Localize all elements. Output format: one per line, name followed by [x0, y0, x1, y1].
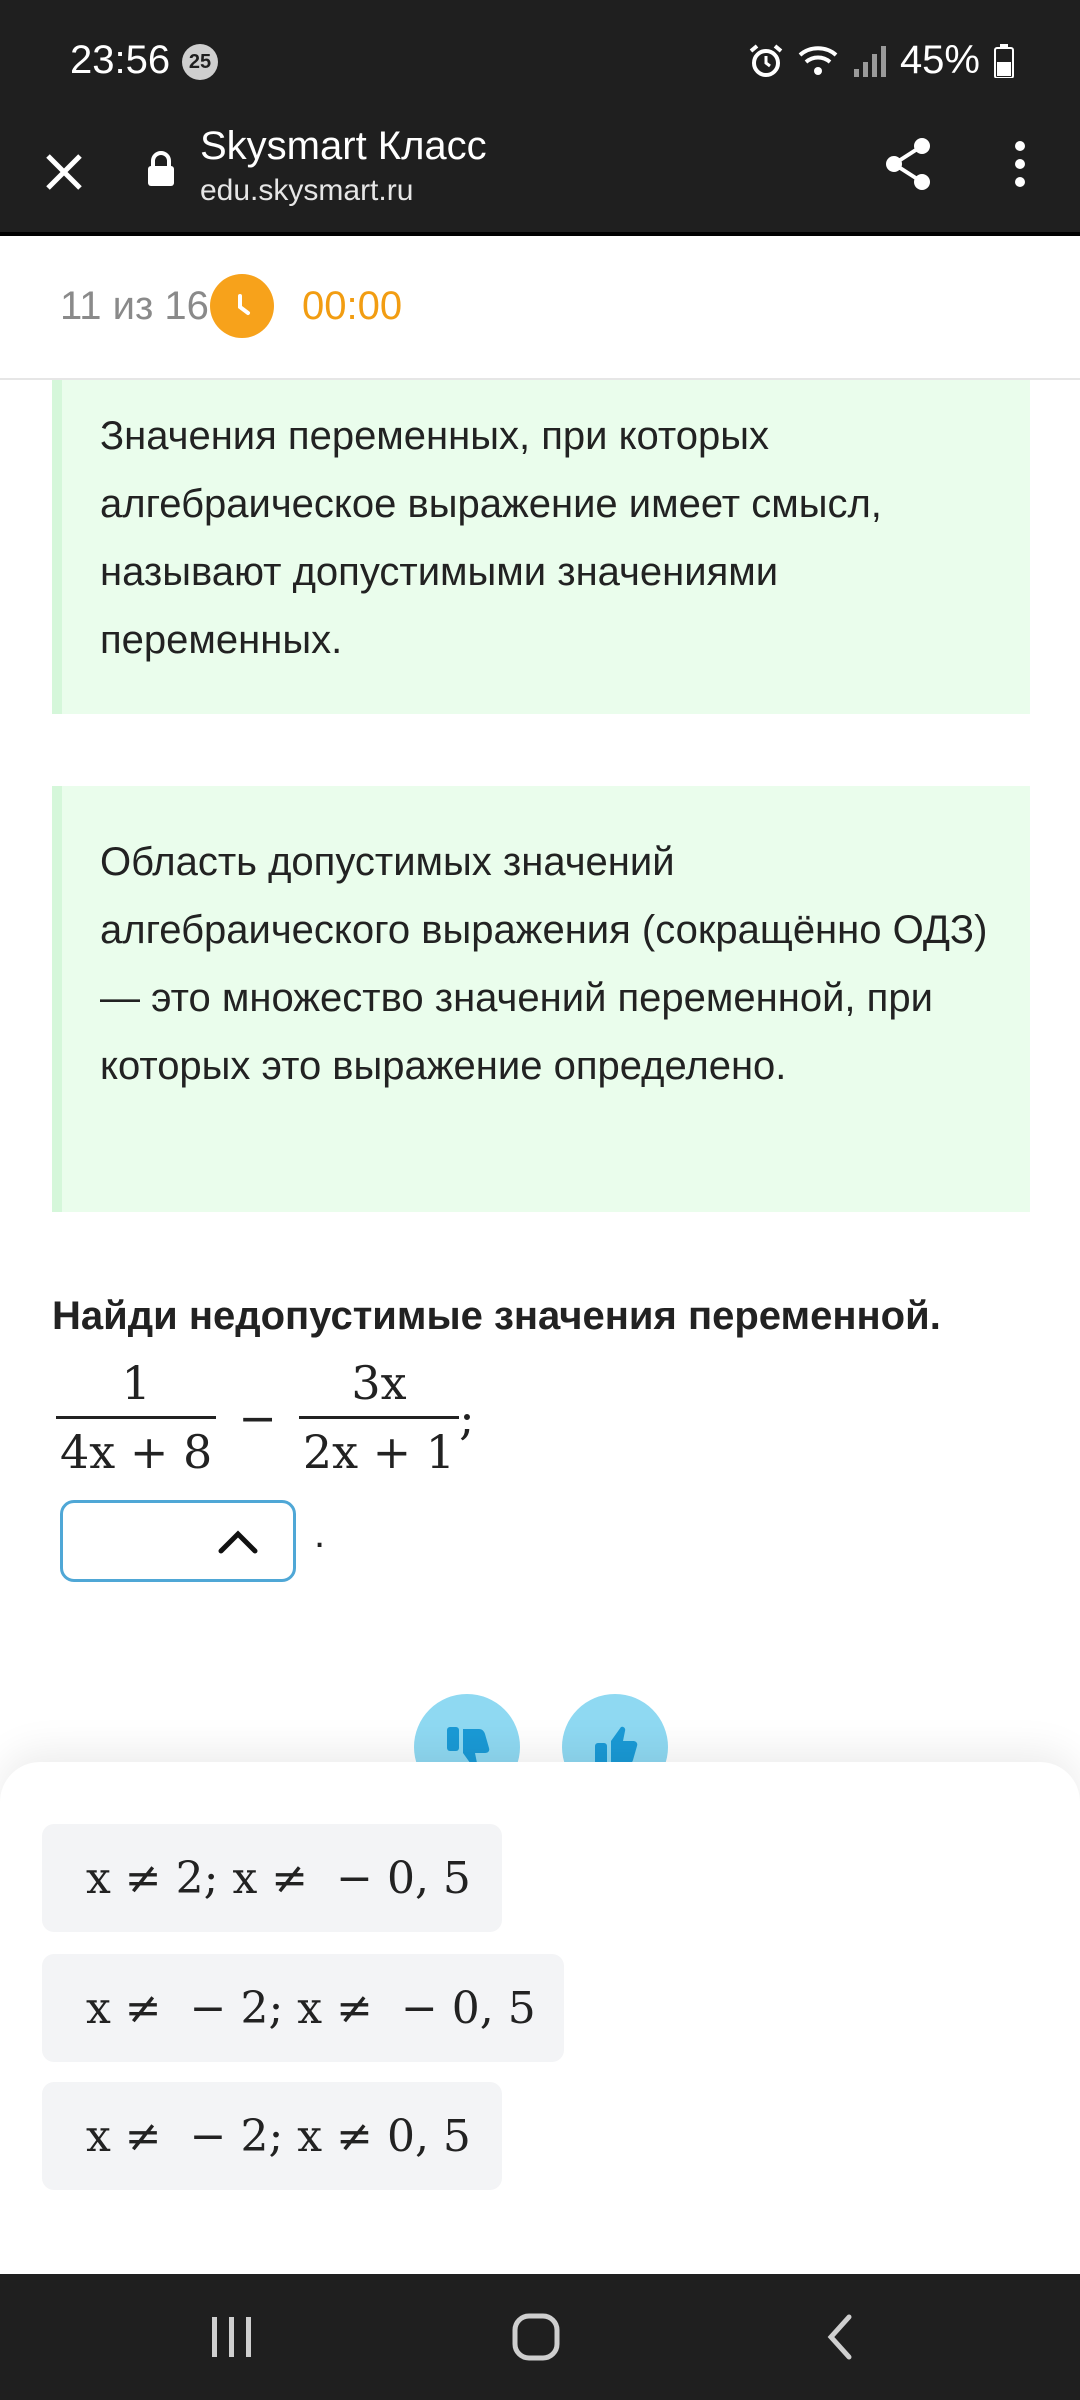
answer-option-2[interactable]: x ≠ − 2; x ≠ − 0, 5 — [42, 1954, 564, 2062]
answer-dropdown[interactable] — [60, 1500, 296, 1582]
site-title: Skysmart Класс — [200, 124, 487, 168]
status-time: 23:56 — [70, 38, 171, 82]
browser-toolbar — [0, 124, 1080, 236]
fraction-1-numerator: 1 — [121, 1356, 151, 1410]
answer-option-3[interactable]: x ≠ − 2; x ≠ 0, 5 — [42, 2082, 502, 2190]
definition-box-2: Область допустимых значений алгебраического выражения (сокращённо ОДЗ) — это множество значений переменной, при которых это выражение определено. — [52, 786, 1030, 1212]
system-navigation-bar — [0, 2274, 1080, 2400]
home-button[interactable] — [496, 2302, 576, 2372]
question-counter: 11 из 16 — [60, 284, 209, 328]
recent-apps-icon — [209, 2315, 255, 2359]
chevron-up-icon — [217, 1527, 259, 1557]
share-icon — [882, 136, 934, 192]
battery-percent: 45% — [899, 38, 980, 82]
timer: 00:00 — [302, 284, 403, 328]
notification-count-badge: 25 — [182, 44, 218, 80]
task-title: Найди недопустимые значения переменной. — [52, 1294, 941, 1338]
fraction-2 — [299, 1356, 459, 1479]
status-icons — [748, 38, 1014, 83]
more-vert-icon — [1014, 140, 1026, 188]
formula-end: ; — [459, 1390, 475, 1445]
signal-icon — [852, 45, 886, 77]
fraction-2-numerator: 3x — [351, 1356, 407, 1410]
battery-icon — [994, 44, 1014, 78]
clock-icon — [210, 274, 274, 338]
task-formula — [56, 1356, 475, 1479]
progress-header — [0, 240, 1080, 380]
back-button[interactable] — [800, 2302, 880, 2372]
home-icon — [511, 2312, 561, 2362]
alarm-icon — [748, 43, 784, 79]
minus-operator: − — [238, 1390, 277, 1445]
fraction-1 — [56, 1356, 216, 1479]
recent-apps-button[interactable] — [192, 2302, 272, 2372]
more-options-button[interactable] — [990, 132, 1050, 196]
back-icon — [825, 2313, 855, 2361]
site-url[interactable]: edu.skysmart.ru — [200, 174, 414, 207]
definition-box-1: Значения переменных, при которых алгебраическое выражение имеет смысл, называют допустимыми значениями переменных. — [52, 380, 1030, 714]
answer-period: . — [314, 1512, 326, 1556]
close-button[interactable] — [36, 144, 92, 200]
fraction-1-denominator: 4x + 8 — [56, 1416, 216, 1479]
wifi-icon — [798, 45, 838, 77]
lock-icon — [146, 150, 176, 193]
fraction-2-denominator: 2x + 1 — [299, 1416, 459, 1479]
share-button[interactable] — [876, 132, 940, 196]
close-icon — [44, 152, 84, 192]
answer-option-1[interactable]: x ≠ 2; x ≠ − 0, 5 — [42, 1824, 502, 1932]
status-bar — [0, 0, 1080, 124]
